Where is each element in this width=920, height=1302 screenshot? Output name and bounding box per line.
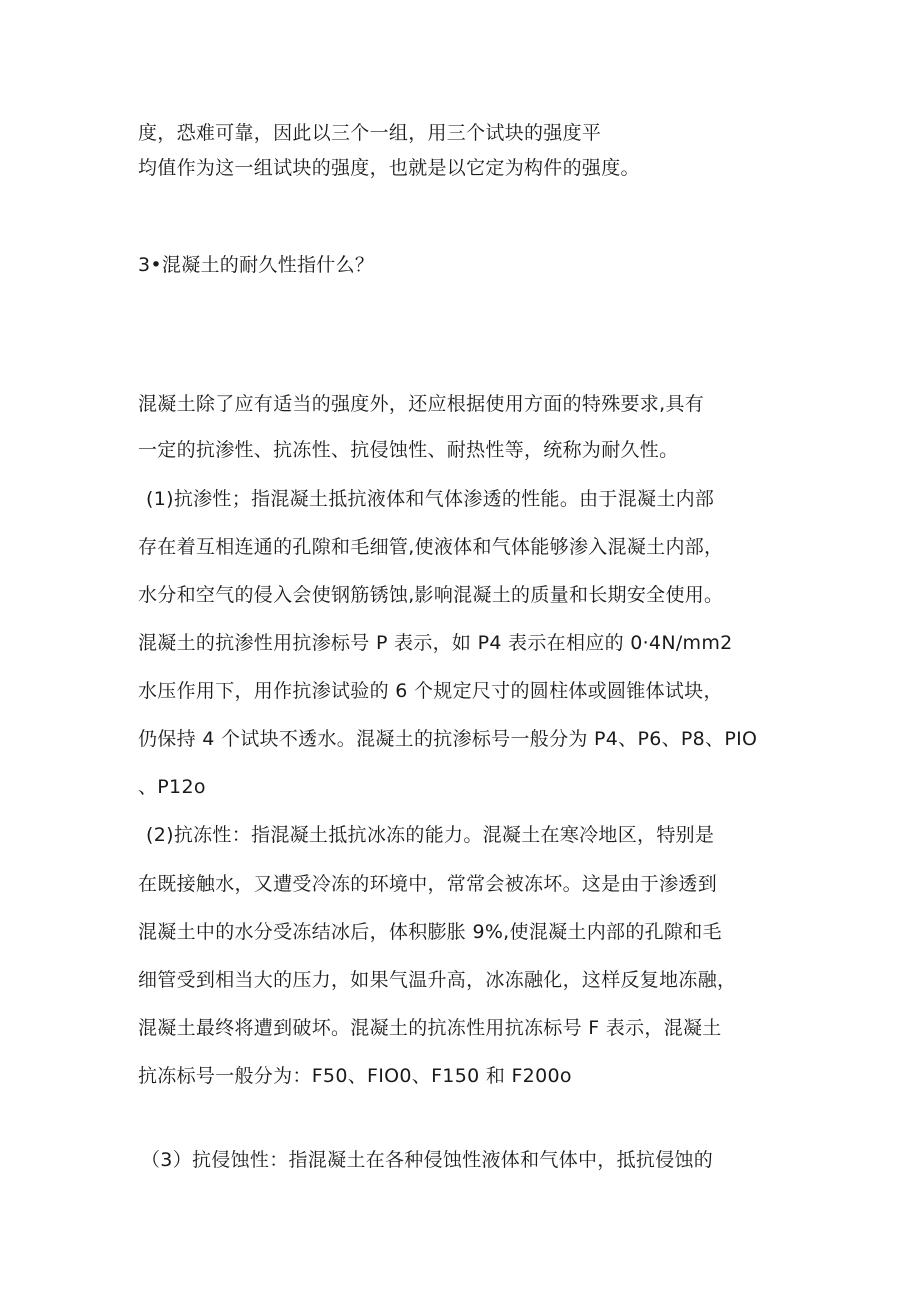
item1-line-3: 水分和空气的侵入会使钢筋锈蚀,影响混凝土的质量和长期安全使用。 [138,584,724,606]
paragraph-intro-line-2: 一定的抗渗性、抗冻性、抗侵蚀性、耐热性等，统称为耐久性。 [138,439,679,461]
item2-line-4: 细管受到相当大的压力，如果气温升高，冰冻融化，这样反复地冻融， [138,969,737,991]
intro-line-1: 度，恐难可靠，因此以三个一组，用三个试块的强度平 [138,122,602,144]
item1-line-6: 仍保持 4 个试块不透水。混凝土的抗渗标号一般分为 P4、P6、P8、PIO [138,728,758,750]
item2-line-3: 混凝土中的水分受冻结冰后，体积膨胀 9%,使混凝土内部的孔隙和毛 [138,921,722,943]
item3-line-1: （3）抗侵蚀性：指混凝土在各种侵蚀性液体和气体中，抵抗侵蚀的 [141,1149,714,1171]
item1-line-7: 、P12o [138,776,206,798]
item1-line-2: 存在着互相连通的孔隙和毛细管,使液体和气体能够渗入混凝土内部， [138,536,724,558]
intro-line-2: 均值作为这一组试块的强度，也就是以它定为构件的强度。 [138,157,640,179]
item2-line-1: (2)抗冻性：指混凝土抵抗冰冻的能力。混凝土在寒冷地区，特别是 [146,824,715,846]
item1-line-1: (1)抗渗性；指混凝土抵抗液体和气体渗透的性能。由于混凝土内部 [146,488,715,510]
item1-line-4: 混凝土的抗渗性用抗渗标号 P 表示，如 P4 表示在相应的 0·4N/mm2 [138,632,733,654]
item2-line-2: 在既接触水，又遭受冷冻的环境中，常常会被冻坏。这是由于渗透到 [138,873,718,895]
item2-line-5: 混凝土最终将遭到破坏。混凝土的抗冻性用抗冻标号 F 表示，混凝土 [138,1017,722,1039]
item2-line-6: 抗冻标号一般分为：F50、FIO0、F150 和 F200o [138,1065,572,1087]
item1-line-5: 水压作用下，用作抗渗试验的 6 个规定尺寸的圆柱体或圆锥体试块， [138,680,723,702]
paragraph-intro-line-1: 混凝土除了应有适当的强度外，还应根据使用方面的特殊要求,具有 [138,393,705,415]
question-heading: 3•混凝土的耐久性指什么？ [138,254,375,276]
